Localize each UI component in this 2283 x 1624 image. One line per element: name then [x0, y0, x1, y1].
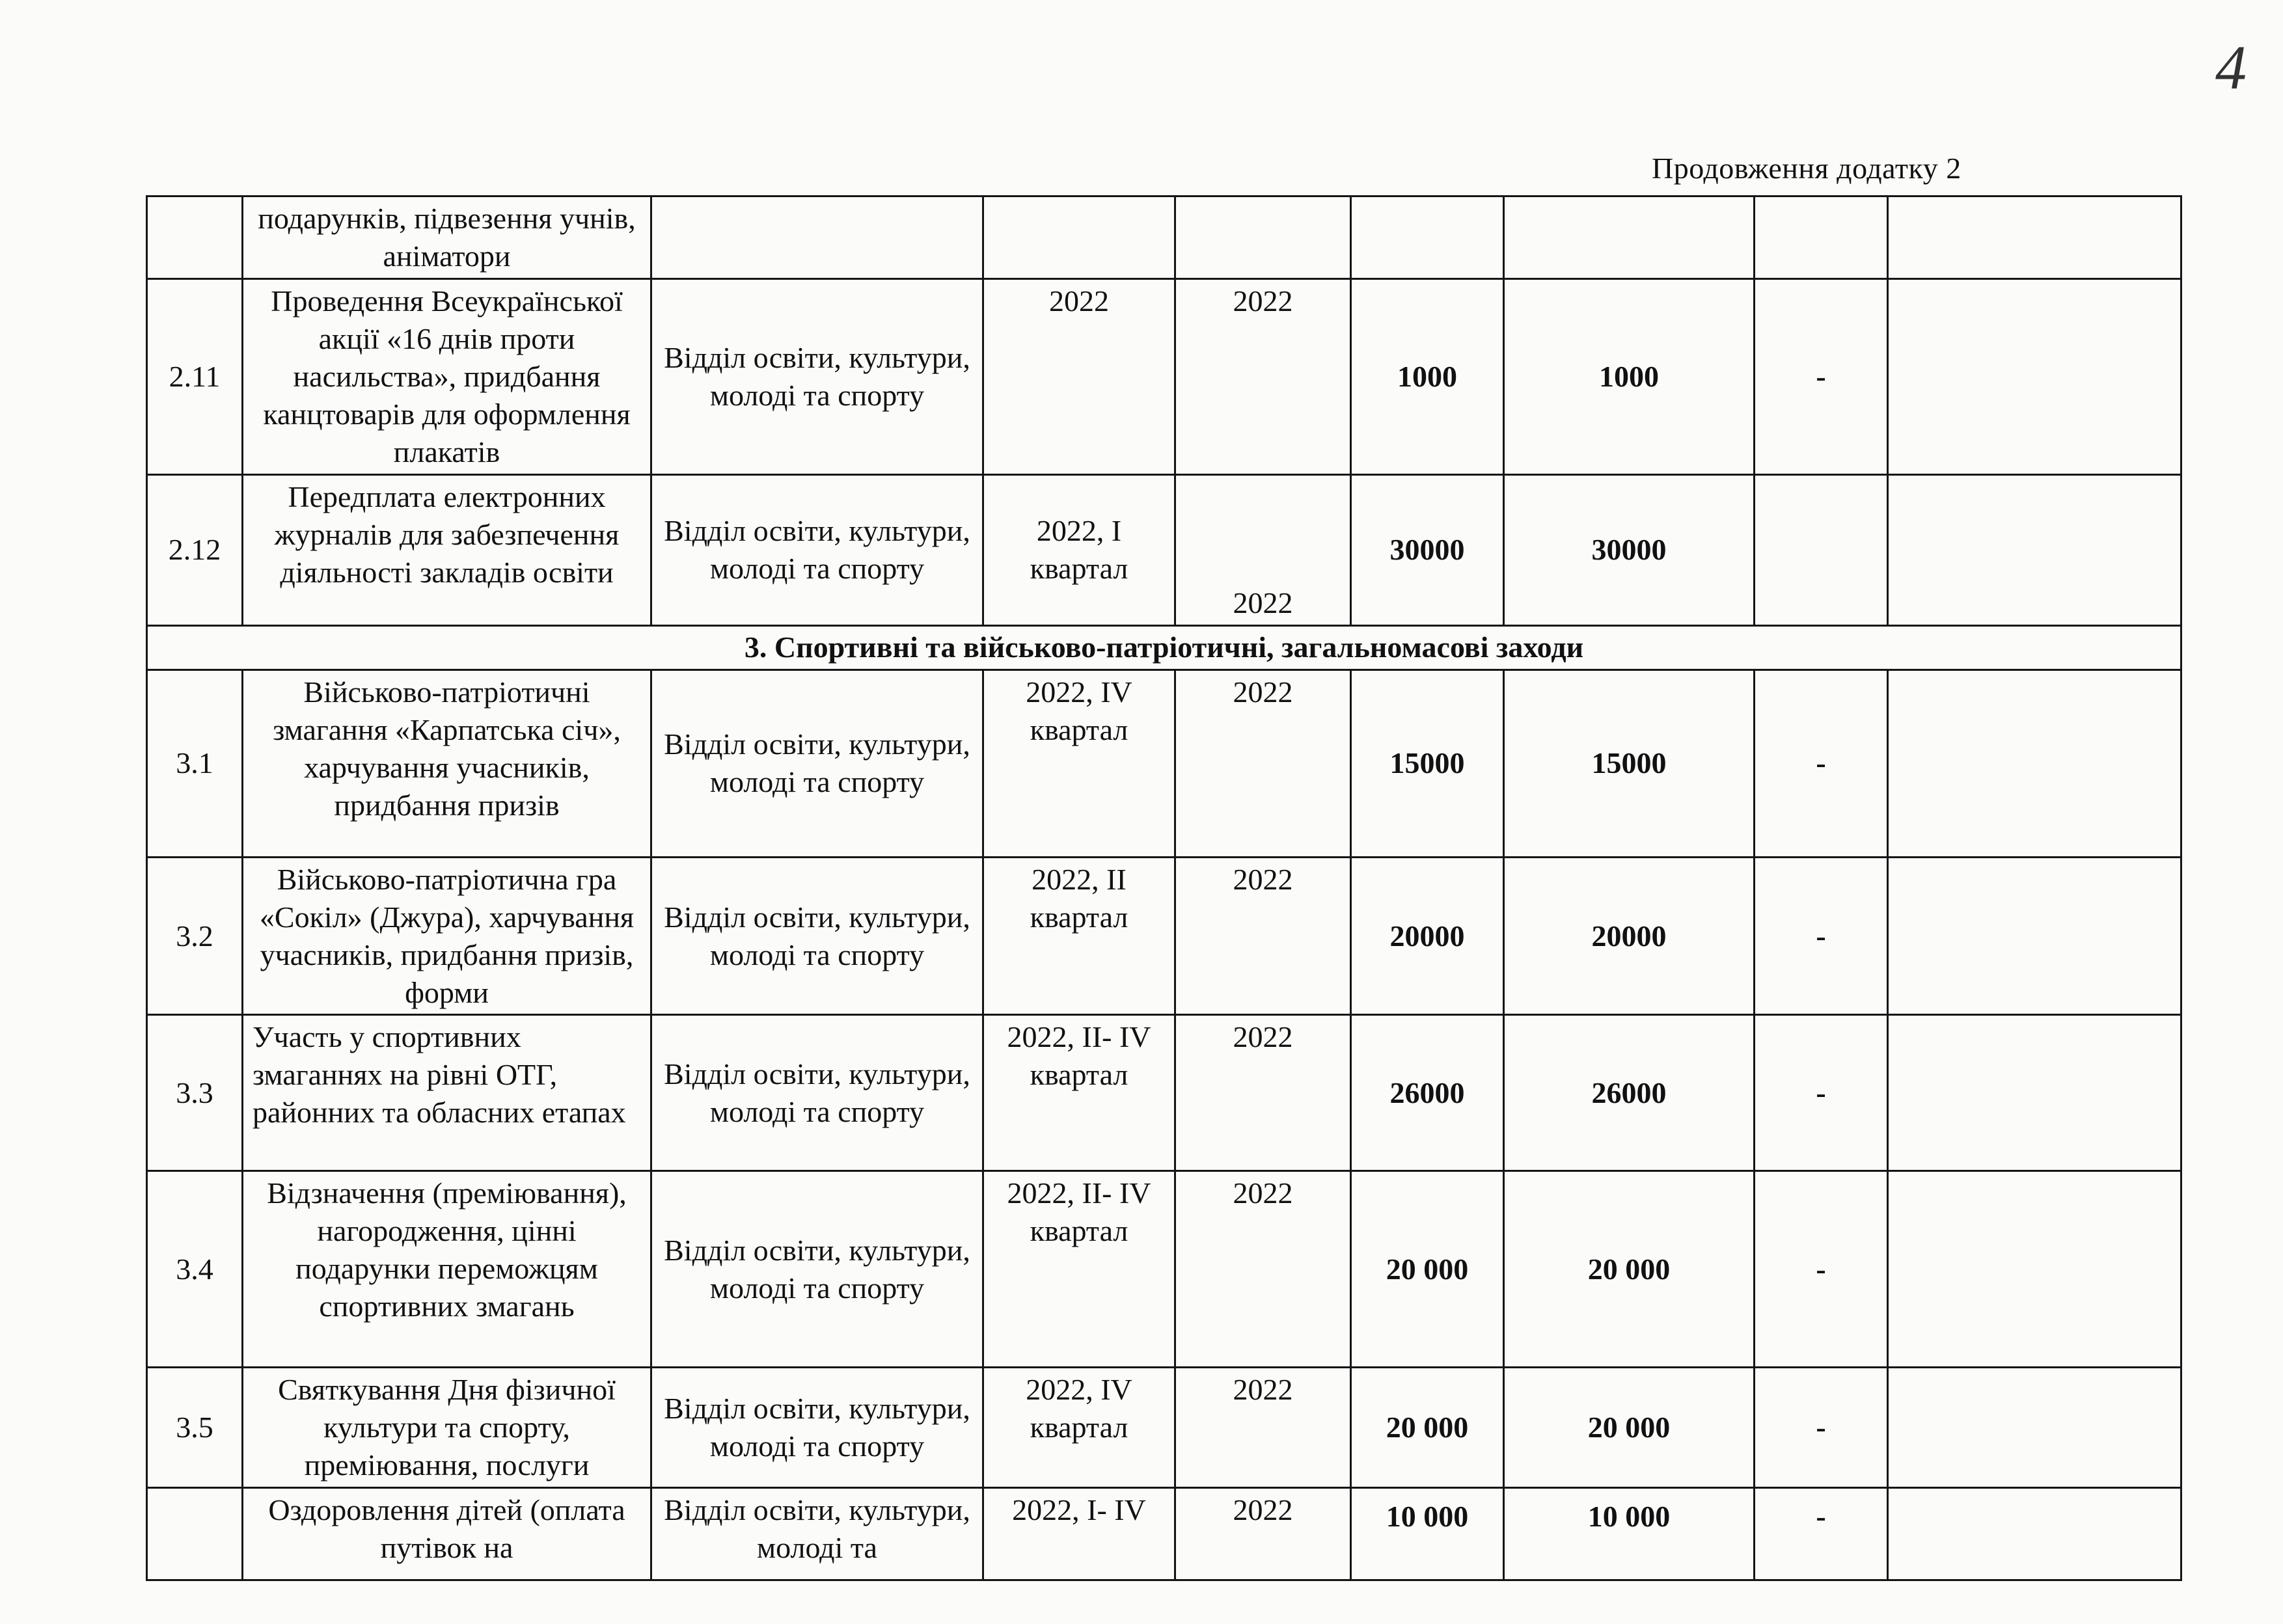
start-term: 2022, І- ІV	[983, 1488, 1175, 1580]
end-term: 2022	[1175, 1488, 1351, 1580]
note	[1888, 670, 2181, 857]
budget-amount	[1504, 196, 1755, 279]
total-amount: 20 000	[1351, 1368, 1504, 1488]
budget-amount: 15000	[1504, 670, 1755, 857]
table-row	[147, 1015, 2181, 1171]
end-term	[1175, 196, 1351, 279]
total-amount: 20000	[1351, 857, 1504, 1015]
row-number: 3.1	[147, 670, 243, 857]
other-sources: -	[1755, 857, 1888, 1015]
responsible: Відділ освіти, культури, молоді та спорту	[651, 670, 983, 857]
budget-amount: 26000	[1504, 1015, 1755, 1171]
row-number: 3.4	[147, 1171, 243, 1368]
responsible: Відділ освіти, культури, молоді та спорту	[651, 1015, 983, 1171]
section-header-row	[147, 625, 2181, 670]
start-term: 2022, IV квартал	[983, 1368, 1175, 1488]
start-term: 2022, ІІ- ІV квартал	[983, 1015, 1175, 1171]
activity-name: Військово-патріотична гра «Сокіл» (Джура), харчування учасників, придбання призів, форми	[243, 857, 651, 1015]
note	[1888, 1171, 2181, 1368]
table-row	[147, 857, 2181, 1015]
end-term: 2022	[1175, 670, 1351, 857]
row-number	[147, 196, 243, 279]
responsible: Відділ освіти, культури, молоді та спорту	[651, 278, 983, 474]
end-term: 2022	[1175, 1368, 1351, 1488]
note	[1888, 1015, 2181, 1171]
budget-amount: 20000	[1504, 857, 1755, 1015]
row-number: 3.2	[147, 857, 243, 1015]
budget-amount: 1000	[1504, 278, 1755, 474]
other-sources: -	[1755, 670, 1888, 857]
start-term: 2022, ІІ квартал	[983, 857, 1175, 1015]
activity-name: подарунків, підвезення учнів, аніматори	[243, 196, 651, 279]
other-sources: -	[1755, 278, 1888, 474]
start-term: 2022, IV квартал	[983, 670, 1175, 857]
note	[1888, 474, 2181, 625]
total-amount: 15000	[1351, 670, 1504, 857]
end-term: 2022	[1175, 1171, 1351, 1368]
note	[1888, 857, 2181, 1015]
note	[1888, 196, 2181, 279]
other-sources: -	[1755, 1488, 1888, 1580]
row-number: 3.5	[147, 1368, 243, 1488]
end-term: 2022	[1175, 857, 1351, 1015]
note	[1888, 1368, 2181, 1488]
other-sources	[1755, 474, 1888, 625]
table-row	[147, 1368, 2181, 1488]
end-term: 2022	[1175, 474, 1351, 625]
end-term: 2022	[1175, 278, 1351, 474]
table-row	[147, 196, 2181, 279]
responsible: Відділ освіти, культури, молоді та спорту	[651, 857, 983, 1015]
activity-name: Військово-патріотичні змагання «Карпатська січ», харчування учасників, придбання призів	[243, 670, 651, 857]
start-term: 2022	[983, 278, 1175, 474]
budget-amount: 20 000	[1504, 1368, 1755, 1488]
other-sources: -	[1755, 1015, 1888, 1171]
activity-name: Передплата електронних журналів для забезпечення діяльності закладів освіти	[243, 474, 651, 625]
responsible: Відділ освіти, культури, молоді та	[651, 1488, 983, 1580]
responsible: Відділ освіти, культури, молоді та спорту	[651, 1171, 983, 1368]
table-row	[147, 474, 2181, 625]
other-sources	[1755, 196, 1888, 279]
responsible: Відділ освіти, культури, молоді та спорту	[651, 474, 983, 625]
table-row	[147, 1488, 2181, 1580]
start-term	[983, 196, 1175, 279]
table-row	[147, 1171, 2181, 1368]
activity-name: Проведення Всеукраїнської акції «16 днів проти насильства», придбання канцтоварів для оформлення плакатів	[243, 278, 651, 474]
activity-name: Участь у спортивних змаганнях на рівні ОТГ, районних та обласних етапах	[243, 1015, 651, 1171]
row-number: 2.11	[147, 278, 243, 474]
other-sources: -	[1755, 1171, 1888, 1368]
row-number: 2.12	[147, 474, 243, 625]
note	[1888, 278, 2181, 474]
page-number: 4	[2215, 33, 2247, 102]
start-term: 2022, ІІ- ІV квартал	[983, 1171, 1175, 1368]
start-term: 2022, І квартал	[983, 474, 1175, 625]
total-amount: 20 000	[1351, 1171, 1504, 1368]
row-number: 3.3	[147, 1015, 243, 1171]
total-amount	[1351, 196, 1504, 279]
note	[1888, 1488, 2181, 1580]
total-amount: 30000	[1351, 474, 1504, 625]
budget-amount: 30000	[1504, 474, 1755, 625]
appendix-caption: Продовження додатку 2	[1652, 152, 1962, 185]
end-term: 2022	[1175, 1015, 1351, 1171]
budget-amount: 20 000	[1504, 1171, 1755, 1368]
section-title: 3. Спортивні та військово-патріотичні, загальномасові заходи	[147, 625, 2181, 670]
budget-amount: 10 000	[1504, 1488, 1755, 1580]
activity-name: Відзначення (преміювання), нагородження, цінні подарунки переможцям спортивних змагань	[243, 1171, 651, 1368]
activity-name: Оздоровлення дітей (оплата путівок на	[243, 1488, 651, 1580]
table-row	[147, 278, 2181, 474]
activity-name: Святкування Дня фізичної культури та спорту, преміювання, послуги	[243, 1368, 651, 1488]
total-amount: 26000	[1351, 1015, 1504, 1171]
program-table	[146, 195, 2182, 1581]
responsible	[651, 196, 983, 279]
table-row	[147, 670, 2181, 857]
responsible: Відділ освіти, культури, молоді та спорту	[651, 1368, 983, 1488]
total-amount: 1000	[1351, 278, 1504, 474]
other-sources: -	[1755, 1368, 1888, 1488]
total-amount: 10 000	[1351, 1488, 1504, 1580]
row-number	[147, 1488, 243, 1580]
